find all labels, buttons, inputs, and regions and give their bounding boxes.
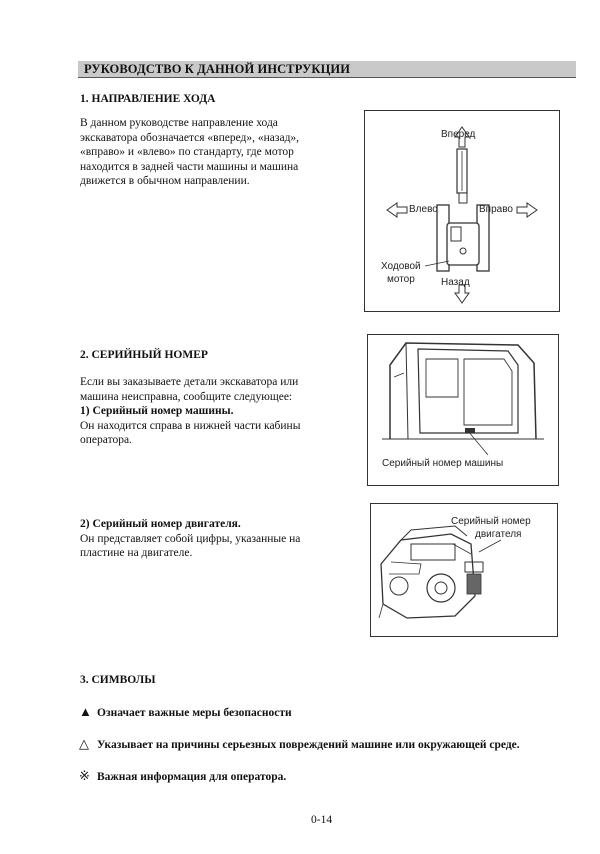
page-number: 0-14	[311, 814, 333, 826]
machine-serial-figure	[367, 334, 559, 486]
label-right: Вправо	[479, 204, 513, 215]
text-line: движется в обычном направлении.	[80, 175, 250, 187]
warning-triangle-filled-icon: ▲	[79, 704, 92, 719]
text-line: экскаватора обозначается «вперед», «назад»,	[80, 131, 300, 144]
text-line: оператора.	[80, 434, 132, 446]
section-2-text	[80, 375, 336, 448]
section-1-heading: 1. НАПРАВЛЕНИЕ ХОДА	[80, 93, 216, 105]
symbol-text: Означает важные меры безопасности	[97, 707, 292, 719]
text-line: «вправо» и «влево» по стандарту, где мотор	[80, 146, 294, 158]
label-motor-1: Ходовой	[381, 261, 421, 272]
symbol-text: Важная информация для оператора.	[97, 771, 287, 783]
subheading: 1) Серийный номер машины.	[80, 405, 234, 417]
label-machine-serial: Серийный номер машины	[382, 458, 504, 469]
label-engine-serial-2: двигателя	[475, 529, 522, 540]
text-line: машина неисправна, сообщите следующее:	[80, 390, 293, 403]
text-line: Если вы заказываете детали экскаватора или	[80, 376, 299, 388]
section-3-heading: 3. СИМВОЛЫ	[80, 674, 156, 686]
label-left: Влево	[409, 204, 438, 215]
text-line: В данном руководстве направление хода	[80, 117, 278, 129]
label-motor-2: мотор	[387, 274, 415, 285]
asterisk-mark-icon: ※	[79, 768, 90, 783]
label-forward: Вперед	[441, 129, 476, 140]
subheading: 2) Серийный номер двигателя.	[80, 518, 241, 530]
symbol-item-info	[79, 768, 286, 784]
text-line: Он находится справа в нижней части кабины	[80, 419, 301, 432]
text-line: находится в задней части машины и машина	[80, 160, 299, 173]
warning-triangle-outline-icon: △	[79, 736, 89, 751]
engine-serial-figure	[370, 503, 558, 637]
text-line: Он представляет собой цифры, указанные на	[80, 532, 301, 545]
symbol-item-damage	[79, 736, 520, 752]
section-2-heading: 2. СЕРИЙНЫЙ НОМЕР	[80, 349, 208, 361]
page-title: РУКОВОДСТВО К ДАННОЙ ИНСТРУКЦИИ	[84, 62, 351, 76]
label-back: Назад	[441, 277, 470, 288]
label-engine-serial-1: Серийный номер	[451, 516, 531, 527]
section-2-engine-text	[80, 517, 336, 561]
travel-direction-figure	[364, 110, 560, 312]
text-line: пластине на двигателе.	[80, 547, 193, 559]
symbol-item-safety	[79, 704, 292, 720]
section-1-text	[80, 116, 336, 189]
symbol-text: Указывает на причины серьезных повреждений машине или окружающей среде.	[97, 739, 520, 751]
